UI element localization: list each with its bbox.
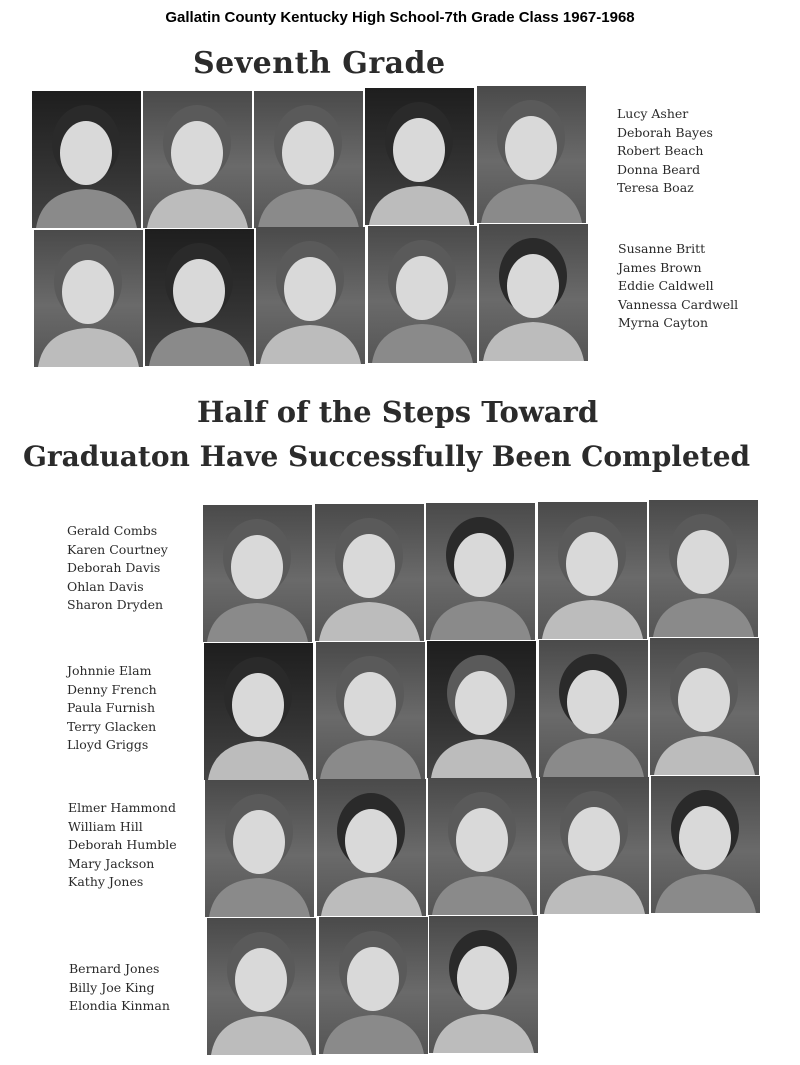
student-name: Myrna Cayton — [618, 315, 708, 330]
face-shape — [282, 121, 334, 185]
student-name: William Hill — [68, 818, 143, 834]
shoulders-shape — [147, 189, 248, 228]
student-photo — [145, 229, 254, 366]
face-shape — [171, 121, 223, 185]
shoulders-shape — [207, 603, 308, 642]
shoulders-shape — [319, 602, 420, 641]
shoulders-shape — [260, 325, 361, 364]
student-photo — [204, 643, 313, 780]
shoulders-shape — [208, 741, 309, 780]
face-shape — [347, 947, 399, 1011]
portrait-silhouette — [479, 224, 588, 361]
student-photo — [365, 88, 474, 225]
portrait-silhouette — [539, 640, 648, 777]
student-photo — [539, 640, 648, 777]
shoulders-shape — [433, 1014, 534, 1053]
student-photo — [207, 918, 316, 1055]
student-name: Elmer Hammond — [68, 800, 176, 815]
shoulders-shape — [430, 601, 531, 640]
student-name: Robert Beach — [617, 143, 704, 158]
student-name: Lucy Asher — [617, 106, 689, 121]
face-shape — [284, 257, 336, 321]
portrait-silhouette — [428, 778, 537, 915]
face-shape — [343, 534, 395, 598]
face-shape — [507, 254, 559, 318]
student-name: Teresa Boaz — [617, 180, 694, 195]
name-list-group-3 — [67, 522, 168, 615]
portrait-silhouette — [254, 91, 363, 228]
student-name: Denny French — [67, 681, 157, 697]
portrait-silhouette — [426, 503, 535, 640]
face-shape — [393, 118, 445, 182]
portrait-silhouette — [256, 227, 365, 364]
name-list-group-4 — [67, 662, 157, 755]
shoulders-shape — [372, 324, 473, 363]
portrait-silhouette — [205, 780, 314, 917]
face-shape — [396, 256, 448, 320]
face-shape — [505, 116, 557, 180]
student-name: Terry Glacken — [67, 718, 157, 734]
face-shape — [60, 121, 112, 185]
student-photo — [319, 917, 428, 1054]
student-photo — [651, 776, 760, 913]
portrait-silhouette — [649, 500, 758, 637]
shoulders-shape — [542, 600, 643, 639]
student-photo — [315, 504, 424, 641]
section-title: Seventh Grade — [193, 46, 446, 81]
shoulders-shape — [483, 322, 584, 361]
shoulders-shape — [432, 876, 533, 915]
name-list-group-1 — [617, 105, 713, 198]
face-shape — [679, 806, 731, 870]
student-name: Susanne Britt — [618, 241, 706, 256]
shoulders-shape — [36, 189, 137, 228]
portrait-silhouette — [143, 91, 252, 228]
student-name: Karen Courtney — [67, 541, 168, 557]
shoulders-shape — [431, 739, 532, 778]
face-shape — [678, 668, 730, 732]
student-photo — [143, 91, 252, 228]
shoulders-shape — [481, 184, 582, 223]
student-photo — [479, 224, 588, 361]
student-name: Lloyd Griggs — [67, 737, 149, 752]
shoulders-shape — [321, 877, 422, 916]
shoulders-shape — [211, 1016, 312, 1055]
student-name: Deborah Bayes — [617, 124, 713, 140]
student-photo — [317, 779, 426, 916]
portrait-silhouette — [145, 229, 254, 366]
portrait-silhouette — [427, 641, 536, 778]
student-photo — [428, 778, 537, 915]
shoulders-shape — [543, 738, 644, 777]
face-shape — [454, 533, 506, 597]
portrait-silhouette — [34, 230, 143, 367]
face-shape — [456, 808, 508, 872]
name-list-group-6 — [69, 960, 170, 1016]
face-shape — [231, 535, 283, 599]
student-name: Gerald Combs — [67, 523, 158, 538]
student-photo — [650, 638, 759, 775]
face-shape — [173, 259, 225, 323]
face-shape — [457, 946, 509, 1010]
student-name: Elondia Kinman — [69, 998, 170, 1013]
student-photo — [32, 91, 141, 228]
face-shape — [235, 948, 287, 1012]
portrait-silhouette — [32, 91, 141, 228]
student-photo — [426, 503, 535, 640]
shoulders-shape — [655, 874, 756, 913]
student-name: Sharon Dryden — [67, 597, 164, 612]
shoulders-shape — [369, 186, 470, 225]
student-name: Billy Joe King — [69, 979, 155, 995]
portrait-silhouette — [429, 916, 538, 1053]
portrait-silhouette — [477, 86, 586, 223]
student-name: Deborah Humble — [68, 837, 177, 852]
headline-line-2: Graduaton Have Successfully Been Completed — [23, 440, 751, 473]
shoulders-shape — [653, 598, 754, 637]
face-shape — [568, 807, 620, 871]
face-shape — [677, 530, 729, 594]
shoulders-shape — [209, 878, 310, 917]
student-photo — [429, 916, 538, 1053]
shoulders-shape — [544, 875, 645, 914]
face-shape — [232, 673, 284, 737]
student-photo — [427, 641, 536, 778]
face-shape — [566, 532, 618, 596]
portrait-silhouette — [317, 779, 426, 916]
student-name: Kathy Jones — [68, 874, 144, 889]
face-shape — [345, 809, 397, 873]
student-photo — [477, 86, 586, 223]
face-shape — [455, 671, 507, 735]
portrait-silhouette — [204, 643, 313, 780]
student-name: Mary Jackson — [68, 855, 155, 871]
portrait-silhouette — [368, 226, 477, 363]
portrait-silhouette — [538, 502, 647, 639]
student-name: Vannessa Cardwell — [618, 296, 739, 312]
shoulders-shape — [654, 736, 755, 775]
student-name: Paula Furnish — [67, 700, 155, 715]
portrait-silhouette — [540, 777, 649, 914]
shoulders-shape — [38, 328, 139, 367]
face-shape — [344, 672, 396, 736]
student-name: Donna Beard — [617, 161, 701, 177]
face-shape — [62, 260, 114, 324]
face-shape — [567, 670, 619, 734]
headline-line-1: Half of the Steps Toward — [197, 395, 599, 429]
student-photo — [256, 227, 365, 364]
shoulders-shape — [323, 1015, 424, 1054]
portrait-silhouette — [316, 642, 425, 779]
student-name: James Brown — [618, 259, 702, 275]
portrait-silhouette — [203, 505, 312, 642]
student-photo — [34, 230, 143, 367]
name-list-group-5 — [68, 799, 177, 892]
student-photo — [368, 226, 477, 363]
student-photo — [538, 502, 647, 639]
name-list-group-2 — [618, 240, 738, 333]
student-name: Deborah Davis — [67, 560, 161, 575]
shoulders-shape — [320, 740, 421, 779]
shoulders-shape — [149, 327, 250, 366]
portrait-silhouette — [315, 504, 424, 641]
page-caption: Gallatin County Kentucky High School-7th Grade Class 1967-1968 — [165, 9, 635, 26]
portrait-silhouette — [319, 917, 428, 1054]
portrait-silhouette — [207, 918, 316, 1055]
student-photo — [205, 780, 314, 917]
student-photo — [649, 500, 758, 637]
portrait-silhouette — [651, 776, 760, 913]
student-photo — [203, 505, 312, 642]
shoulders-shape — [258, 189, 359, 228]
student-name: Ohlan Davis — [67, 578, 144, 594]
student-name: Eddie Caldwell — [618, 278, 714, 293]
portrait-silhouette — [650, 638, 759, 775]
face-shape — [233, 810, 285, 874]
portrait-silhouette — [365, 88, 474, 225]
student-name: Johnnie Elam — [67, 663, 152, 678]
student-name: Bernard Jones — [69, 961, 160, 976]
student-photo — [316, 642, 425, 779]
student-photo — [254, 91, 363, 228]
student-photo — [540, 777, 649, 914]
